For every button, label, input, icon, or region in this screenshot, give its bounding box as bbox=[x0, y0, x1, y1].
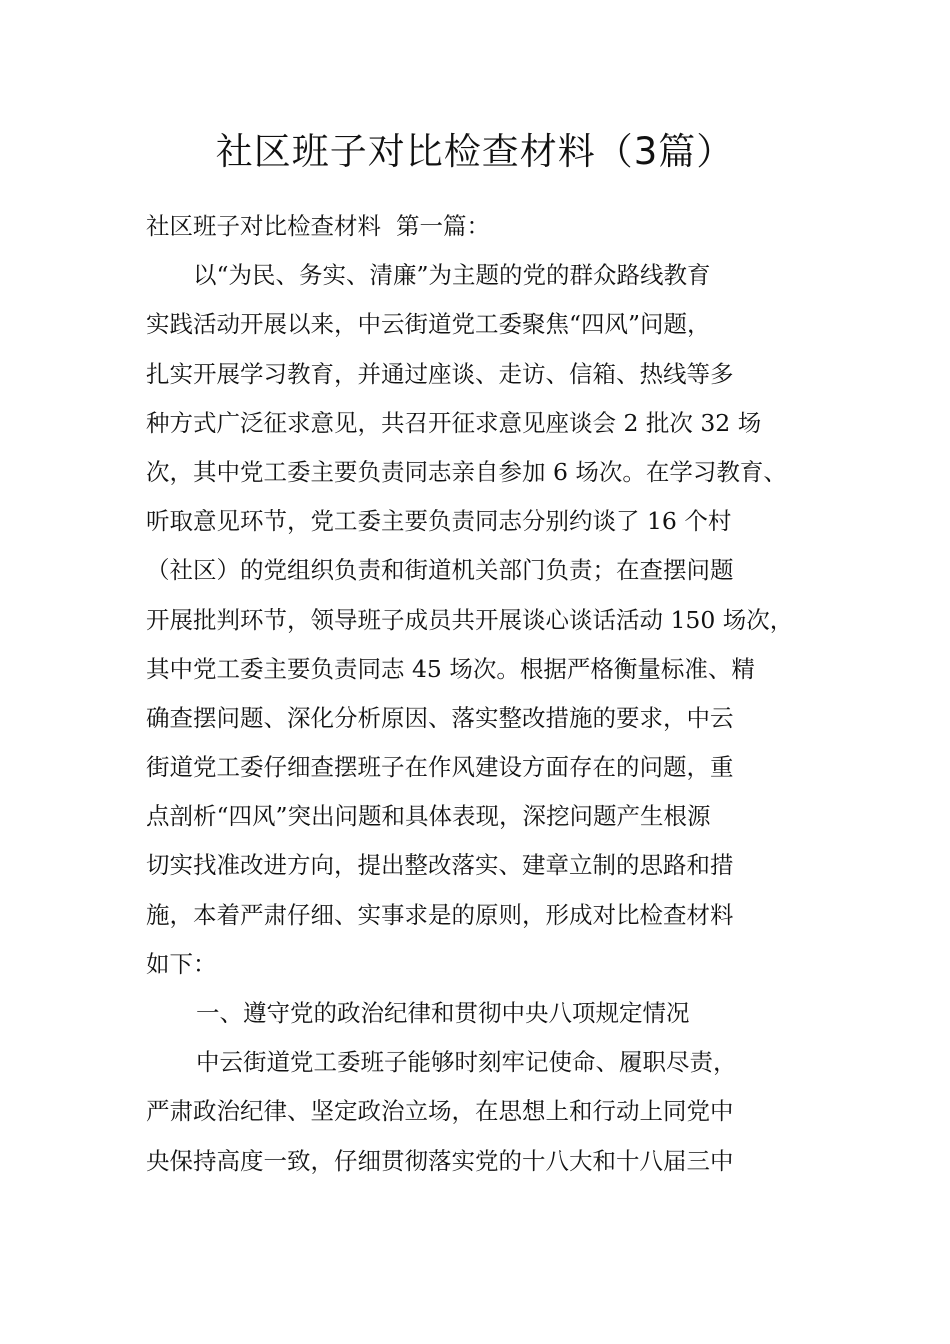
paragraph-line: 扎实开展学习教育，并通过座谈、走访、信箱、热线等多 bbox=[146, 359, 734, 388]
subheading: 一、遵守党的政治纪律和贯彻中央八项规定情况 bbox=[196, 999, 690, 1027]
paragraph-line: 如下： bbox=[146, 949, 217, 978]
paragraph-line: 严肃政治纪律、坚定政治立场，在思想上和行动上同党中 bbox=[146, 1097, 734, 1126]
paragraph-line: 种方式广泛征求意见，共召开征求意见座谈会 2 批次 32 场 bbox=[146, 408, 762, 437]
document-title: 社区班子对比检查材料（3篇） bbox=[215, 130, 735, 173]
paragraph-line: 街道党工委仔细查摆班子在作风建设方面存在的问题，重 bbox=[146, 753, 734, 782]
section-heading: 社区班子对比检查材料 第一篇： bbox=[146, 212, 490, 240]
paragraph-line: 中云街道党工委班子能够时刻牢记使命、履职尽责， bbox=[196, 1048, 737, 1077]
paragraph-line: 开展批判环节，领导班子成员共开展谈心谈话活动 150 场次， bbox=[146, 605, 794, 634]
paragraph-line: 央保持高度一致，仔细贯彻落实党的十八大和十八届三中 bbox=[146, 1146, 734, 1175]
paragraph-line: 听取意见环节，党工委主要负责同志分别约谈了 16 个村 bbox=[146, 507, 732, 536]
paragraph-line: 切实找准改进方向，提出整改落实、建章立制的思路和措 bbox=[146, 851, 734, 880]
paragraph-line: 点剖析“四风”突出问题和具体表现，深挖问题产生根源 bbox=[146, 802, 711, 831]
paragraph-line: 施，本着严肃仔细、实事求是的原则，形成对比检查材料 bbox=[146, 900, 734, 929]
document-body bbox=[146, 202, 836, 1186]
paragraph-line: （社区）的党组织负责和街道机关部门负责；在查摆问题 bbox=[146, 556, 734, 585]
paragraph-line: 其中党工委主要负责同志 45 场次。根据严格衡量标准、精 bbox=[146, 654, 755, 683]
paragraph-line: 次，其中党工委主要负责同志亲自参加 6 场次。在学习教育、 bbox=[146, 457, 787, 486]
paragraph-line: 确查摆问题、深化分析原因、落实整改措施的要求，中云 bbox=[146, 703, 734, 732]
paragraph-line: 实践活动开展以来，中云街道党工委聚焦“四风”问题， bbox=[146, 310, 711, 339]
paragraph-line: 以“为民、务实、清廉”为主题的党的群众路线教育 bbox=[193, 261, 711, 290]
